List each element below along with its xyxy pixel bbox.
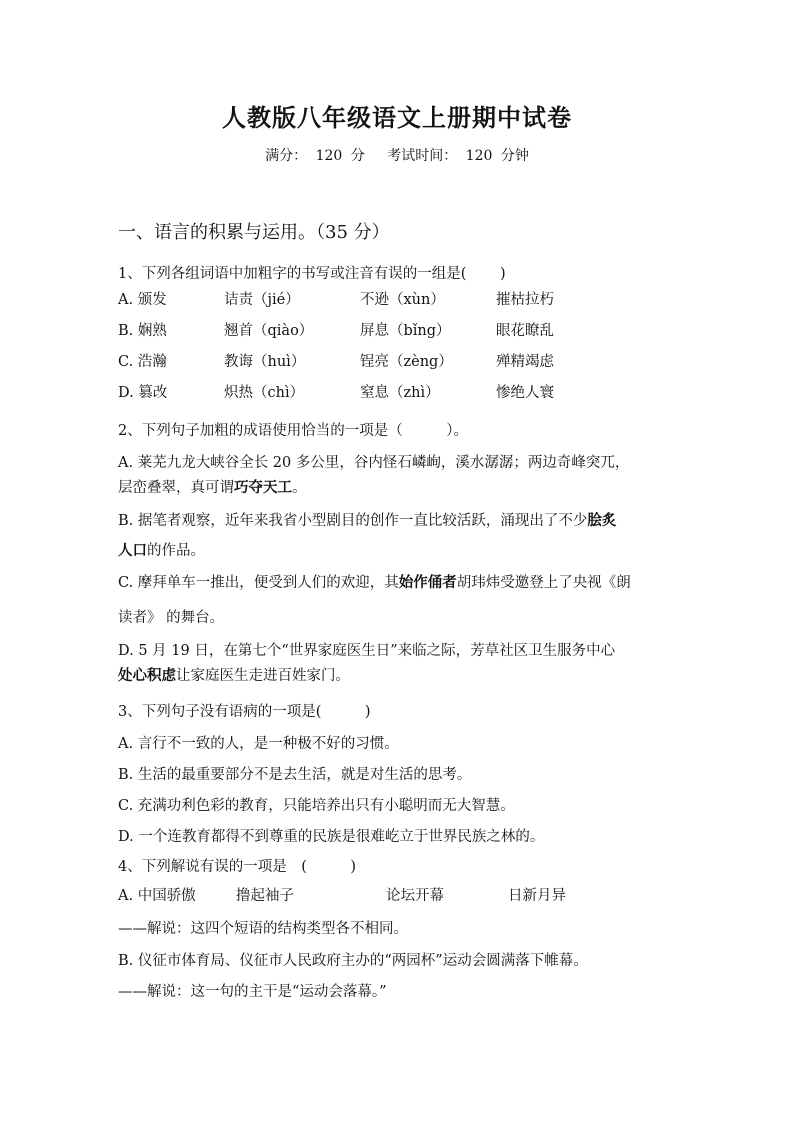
word: 诘责（jié）: [224, 292, 300, 308]
word: 眼花瞭乱: [496, 323, 554, 339]
page-title: 人教版八年级语文上册期中试卷: [222, 104, 572, 132]
word: 摧枯拉朽: [496, 292, 554, 308]
word: 屏息（bǐng）: [360, 323, 451, 339]
question-4-option-b: B. 仪征市体育局、仪征市人民政府主办的“两园杯”运动会圆满落下帷幕。: [118, 953, 588, 969]
question-2-option-a-line2: [118, 476, 307, 497]
word: 殚精竭虑: [496, 354, 554, 370]
text: 。: [292, 480, 307, 496]
word: 炽热（chì）: [224, 385, 305, 401]
word: 教诲（huì）: [224, 354, 306, 370]
word: 窒息（zhì）: [360, 385, 440, 401]
question-3-stem: 3、下列句子没有语病的一项是( ): [118, 704, 371, 720]
question-2-option-d-line2: [118, 664, 350, 685]
question-1-option-b: [118, 319, 638, 339]
question-2-option-c-line1: [118, 571, 631, 592]
word: 不逊（xùn）: [360, 292, 445, 308]
question-3-option-b: B. 生活的最重要部分不是去生活，就是对生活的思考。: [118, 767, 472, 783]
word: 惨绝人寰: [496, 385, 554, 401]
phrase: A. 中国骄傲: [118, 888, 196, 904]
question-4-option-a: [118, 884, 638, 904]
question-1-option-a: [118, 288, 638, 308]
question-1-option-d: [118, 381, 638, 401]
text: 的作品。: [147, 543, 205, 559]
phrase: 论坛开幕: [386, 888, 444, 904]
section-heading: 一、语言的积累与运用。（35 分）: [118, 222, 390, 243]
text: 层峦叠翠，真可谓: [118, 480, 234, 496]
bold-idiom: 始作俑者: [398, 575, 457, 591]
question-2-option-c-line2: 读者》 的舞台。: [118, 610, 225, 626]
question-2-option-b-line2: [118, 539, 205, 560]
text: 让家庭医生走进百姓家门。: [176, 668, 350, 684]
bold-idiom: 巧夺天工: [234, 480, 292, 496]
question-3-option-a: A. 言行不一致的人，是一种极不好的习惯。: [118, 736, 399, 752]
word: 翘首（qiào）: [224, 323, 314, 339]
exam-info: 满分： 120 分 考试时间： 120 分钟: [265, 148, 529, 164]
question-4-note-a: ——解说：这四个短语的结构类型各不相同。: [118, 921, 408, 937]
text: B. 据笔者观察，近年来我省小型剧目的创作一直比较活跃，涌现出了不少: [118, 513, 588, 529]
question-2-stem: 2、下列句子加粗的成语使用恰当的一项是（ ）。: [118, 423, 468, 439]
question-1-stem: 1、下列各组词语中加粗字的书写或注音有误的一组是( ): [118, 266, 506, 282]
question-3-option-d: D. 一个连教育都得不到尊重的民族是很难屹立于世界民族之林的。: [118, 829, 545, 845]
question-2-option-d-line1: D. 5 月 19 日，在第七个“世界家庭医生日”来临之际，芳草社区卫生服务中心: [118, 643, 616, 659]
phrase: 日新月异: [508, 888, 566, 904]
question-4-stem: 4、下列解说有误的一项是 ( ): [118, 859, 357, 875]
option-label: C. 浩瀚: [118, 354, 167, 370]
text: 胡玮炜受邀登上了央视《朗: [456, 575, 631, 591]
question-3-option-c: C. 充满功利色彩的教育，只能培养出只有小聪明而无大智慧。: [118, 798, 515, 814]
bold-idiom: 人口: [118, 543, 147, 559]
bold-idiom: 脍炙: [587, 513, 617, 529]
text: C. 摩拜单车一推出，便受到人们的欢迎，其: [118, 575, 399, 591]
option-label: B. 娴熟: [118, 323, 167, 339]
option-label: A. 颁发: [118, 292, 167, 308]
bold-idiom: 处心积虑: [118, 668, 176, 684]
word: 锃亮（zèng）: [360, 354, 453, 370]
option-label: D. 篡改: [118, 385, 168, 401]
question-4-note-b: ——解说：这一句的主干是“运动会落幕。”: [118, 984, 387, 1000]
question-2-option-b-line1: [118, 509, 616, 530]
question-1-option-c: [118, 350, 638, 370]
phrase: 撸起袖子: [236, 888, 294, 904]
question-2-option-a-line1: A. 莱芜九龙大峡谷全长 20 多公里，谷内怪石嶙峋，溪水潺潺；两边奇峰突兀，: [118, 455, 630, 471]
